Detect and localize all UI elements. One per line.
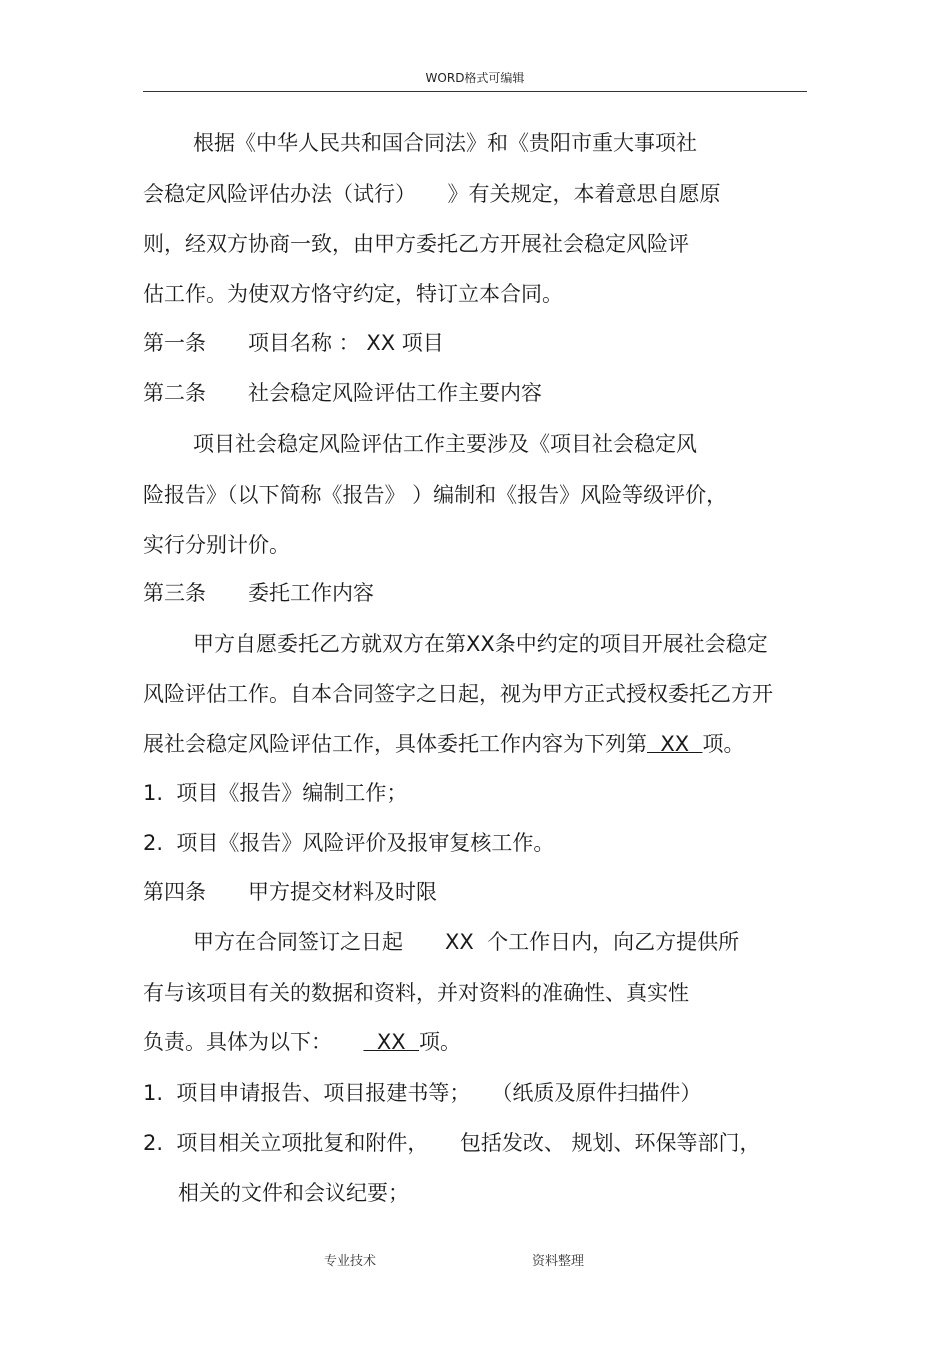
body-line: 甲方自愿委托乙方就双方在第XX条中约定的项目开展社会稳定 [193,632,768,656]
body-text: 负责。具体为以下： [143,1030,364,1054]
body-text: 展社会稳定风险评估工作，具体委托工作内容为下列第 [143,732,647,756]
article-1-heading: 第一条 项目名称 ： XX 项目 [143,331,444,355]
body-line: 项目社会稳定风险评估工作主要涉及《项目社会稳定风 [193,432,697,456]
body-line [143,731,744,757]
body-line: 实行分别计价。 [143,533,290,557]
article-2-heading: 第二条 社会稳定风险评估工作主要内容 [143,381,542,405]
body-line: 估工作。为使双方恪守约定，特订立本合同。 [143,282,563,306]
body-line: 有与该项目有关的数据和资料，并对资料的准确性、真实性 [143,981,689,1005]
list-item: 1. 项目《报告》编制工作； [143,781,408,805]
footer-left: 专业技术 [324,1254,377,1269]
list-item: 2. 项目《报告》风险评价及报审复核工作。 [143,831,555,855]
body-text: 项。 [702,732,745,756]
body-text: 项。 [418,1030,461,1054]
list-item-continuation: 相关的文件和会议纪要； [178,1181,409,1205]
article-4-heading: 第四条 甲方提交材料及时限 [143,880,437,904]
article-3-heading: 第三条 委托工作内容 [143,581,374,605]
body-line: 会稳定风险评估办法（试行） 》有关规定，本着意思自愿原 [143,182,721,206]
blank-field: XX [647,732,703,756]
list-item: 2. 项目相关立项批复和附件， 包括发改、 规划、环保等部门， [143,1131,761,1155]
footer-right: 资料整理 [532,1254,585,1269]
page-header: WORD格式可编辑 [425,71,525,85]
blank-field: XX [363,1030,419,1054]
body-line [143,1029,461,1055]
list-item: 1. 项目申请报告、项目报建书等； （纸质及原件扫描件） [143,1081,702,1105]
body-line: 风险评估工作。自本合同签字之日起，视为甲方正式授权委托乙方开 [143,682,773,706]
header-divider [143,91,807,92]
body-line: 则，经双方协商一致，由甲方委托乙方开展社会稳定风险评 [143,232,689,256]
body-line: 甲方在合同签订之日起 XX 个工作日内，向乙方提供所 [193,930,740,954]
body-line: 险报告》（以下简称《报告》 ）编制和《报告》风险等级评价， [143,483,728,507]
body-line: 根据《中华人民共和国合同法》和《贵阳市重大事项社 [193,131,697,155]
